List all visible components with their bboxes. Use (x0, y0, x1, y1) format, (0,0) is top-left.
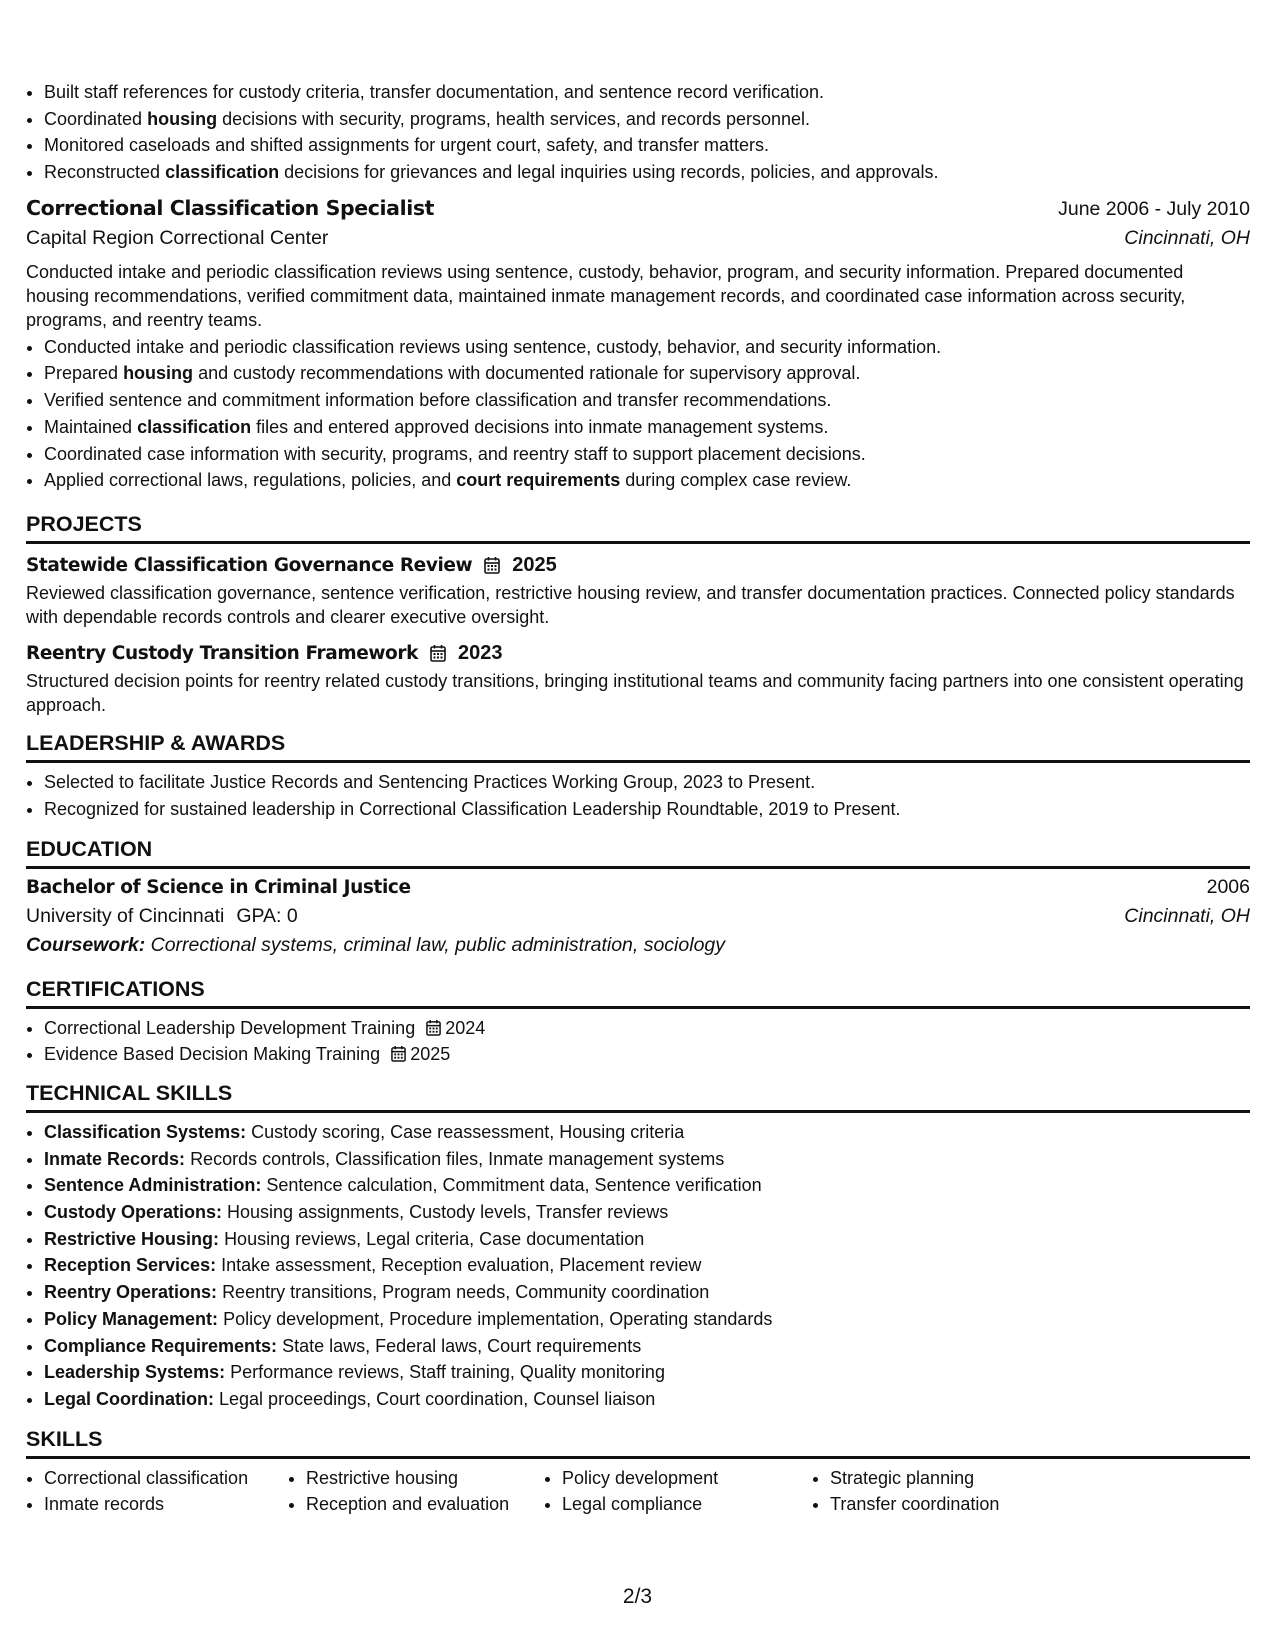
list-item: • Coordinated housing decisions with security, programs, health services, and records personnel. (44, 106, 1250, 133)
section-heading-education: EDUCATION (26, 837, 1250, 869)
list-item (44, 1199, 1250, 1226)
project-entry (26, 554, 1250, 630)
skills-column (26, 1465, 288, 1518)
list-item: • Selected to facilitate Justice Records and Sentencing Practices Working Group, 2023 to Present. (44, 769, 1250, 796)
list-item: • Strategic planning (830, 1465, 1070, 1492)
skill-category: Custody Operations: (44, 1202, 223, 1223)
skills-column (288, 1465, 544, 1518)
list-item (44, 1146, 1250, 1173)
list-item (44, 1172, 1250, 1199)
project-description: Structured decision points for reentry related custody transitions, bringing institutional teams and community facing partners into one consistent operating approach. (26, 670, 1244, 715)
education-year: 2006 (1206, 875, 1250, 898)
skill-category: Reentry Operations: (44, 1282, 218, 1303)
skill-values: Policy development, Procedure implementation, Operating standards (223, 1308, 773, 1329)
project-title: Statewide Classification Governance Review (26, 554, 473, 576)
list-item: • Prepared housing and custody recommendations with documented rationale for supervisory approval. (44, 360, 1250, 387)
list-item (44, 1015, 1250, 1042)
job-entry (26, 196, 1250, 494)
page-number: 2/3 (622, 1585, 653, 1608)
skills-column (544, 1465, 812, 1518)
skill-values: Sentence calculation, Commitment data, Sentence verification (266, 1175, 762, 1196)
list-item: • Inmate records (44, 1491, 288, 1518)
list-item (44, 1333, 1250, 1360)
skill-category: Leadership Systems: (44, 1362, 226, 1383)
list-item (44, 1386, 1250, 1413)
certifications-list (26, 1015, 1250, 1068)
job-subheader (26, 227, 1250, 250)
certification-name: Evidence Based Decision Making Training (44, 1044, 381, 1065)
project-header (26, 642, 1250, 665)
certification-year: 2024 (445, 1017, 486, 1038)
skill-values: Intake assessment, Reception evaluation, Placement review (221, 1255, 702, 1276)
project-header (26, 554, 1250, 577)
skill-category: Legal Coordination: (44, 1388, 214, 1409)
coursework-value: Correctional systems, criminal law, public administration, sociology (150, 933, 726, 956)
technical-skills-list (26, 1119, 1250, 1413)
list-item (44, 1041, 1250, 1068)
resume-page (26, 0, 1250, 1518)
list-item: • Conducted intake and periodic classification reviews using sentence, custody, behavior, and security information. (44, 334, 1250, 361)
skill-category: Reception Services: (44, 1255, 217, 1276)
education-school: University of Cincinnati (26, 904, 225, 927)
list-item: • Maintained classification files and entered approved decisions into inmate management systems. (44, 414, 1250, 441)
job-bullets (26, 334, 1250, 494)
skill-values: Performance reviews, Staff training, Quality monitoring (230, 1362, 665, 1383)
skill-values: Housing assignments, Custody levels, Transfer reviews (227, 1202, 669, 1223)
education-degree: Bachelor of Science in Criminal Justice (26, 876, 411, 898)
section-heading-leadership: LEADERSHIP & AWARDS (26, 731, 1250, 763)
list-item (44, 1359, 1250, 1386)
list-item: • Coordinated case information with security, programs, and reentry staff to support placement decisions. (44, 441, 1250, 468)
education-coursework (26, 934, 1250, 957)
list-item: • Reconstructed classification decisions for grievances and legal inquiries using records, policies, and approvals. (44, 159, 1250, 186)
list-item: • Legal compliance (562, 1491, 812, 1518)
section-heading-certifications: CERTIFICATIONS (26, 977, 1250, 1009)
list-item (44, 1119, 1250, 1146)
skill-category: Classification Systems: (44, 1121, 247, 1142)
calendar-icon (426, 1019, 441, 1036)
list-item: • Restrictive housing (306, 1465, 544, 1492)
list-item: • Policy development (562, 1465, 812, 1492)
list-item: • Monitored caseloads and shifted assignments for urgent court, safety, and transfer matters. (44, 132, 1250, 159)
skill-values: Reentry transitions, Program needs, Community coordination (222, 1282, 710, 1303)
list-item: • Correctional classification (44, 1465, 288, 1492)
skills-grid (26, 1465, 1250, 1518)
education-subheader (26, 905, 1250, 928)
job-dates: June 2006 - July 2010 (1058, 197, 1250, 220)
section-heading-skills: SKILLS (26, 1427, 1250, 1459)
skill-values: State laws, Federal laws, Court requirements (282, 1335, 642, 1356)
skill-category: Inmate Records: (44, 1148, 186, 1169)
skill-values: Legal proceedings, Court coordination, Counsel liaison (219, 1388, 656, 1409)
job-location: Cincinnati, OH (1124, 226, 1250, 249)
calendar-icon (484, 556, 500, 574)
coursework-label: Coursework: (26, 933, 146, 956)
skills-column (812, 1465, 1070, 1518)
section-heading-technical-skills: TECHNICAL SKILLS (26, 1081, 1250, 1113)
list-item: • Verified sentence and commitment information before classification and transfer recommendations. (44, 387, 1250, 414)
section-heading-projects: PROJECTS (26, 512, 1250, 544)
skill-category: Sentence Administration: (44, 1175, 262, 1196)
list-item (44, 1226, 1250, 1253)
calendar-icon (391, 1045, 406, 1062)
skill-values: Records controls, Classification files, Inmate management systems (190, 1148, 725, 1169)
project-title: Reentry Custody Transition Framework (26, 642, 418, 664)
list-item: • Applied correctional laws, regulations, policies, and court requirements during complex case review. (44, 467, 1250, 494)
list-item (44, 1279, 1250, 1306)
project-description: Reviewed classification governance, sentence verification, restrictive housing review, and transfer documentation practices. Connected policy standards with dependable records controls and clearer executive oversight. (26, 582, 1235, 628)
list-item: • Transfer coordination (830, 1491, 1070, 1518)
project-year: 2025 (512, 553, 557, 576)
job-title: Correctional Classification Specialist (26, 195, 435, 220)
skill-values: Custody scoring, Case reassessment, Housing criteria (251, 1121, 685, 1142)
job-organization: Capital Region Correctional Center (26, 226, 329, 249)
skill-category: Restrictive Housing: (44, 1228, 220, 1249)
project-entry (26, 642, 1250, 718)
education-header (26, 876, 1250, 899)
project-year: 2023 (457, 641, 503, 664)
experience-bullets (26, 79, 1250, 186)
education-location: Cincinnati, OH (1124, 904, 1250, 927)
calendar-icon (430, 644, 446, 662)
skill-category: Policy Management: (44, 1308, 219, 1329)
education-gpa: GPA: 0 (236, 904, 298, 927)
certification-name: Correctional Leadership Development Training (44, 1017, 416, 1038)
list-item: • Built staff references for custody criteria, transfer documentation, and sentence record verification. (44, 79, 1250, 106)
skill-category: Compliance Requirements: (44, 1335, 278, 1356)
leadership-list (26, 769, 1250, 822)
job-header (26, 196, 1250, 221)
list-item: • Recognized for sustained leadership in Correctional Classification Leadership Roundtable, 2019 to Present. (44, 796, 1250, 823)
certification-year: 2025 (410, 1044, 451, 1065)
list-item (44, 1252, 1250, 1279)
education-entry (26, 876, 1250, 957)
list-item (44, 1306, 1250, 1333)
skill-values: Housing reviews, Legal criteria, Case documentation (224, 1228, 645, 1249)
list-item: • Reception and evaluation (306, 1491, 544, 1518)
job-summary: Conducted intake and periodic classification reviews using sentence, custody, behavior, program, and security information. Prepared documented housing recommendations, verified commitment data, maintained inmate management records, and coordinated case information across security, programs, and reentry teams. (26, 261, 1186, 331)
